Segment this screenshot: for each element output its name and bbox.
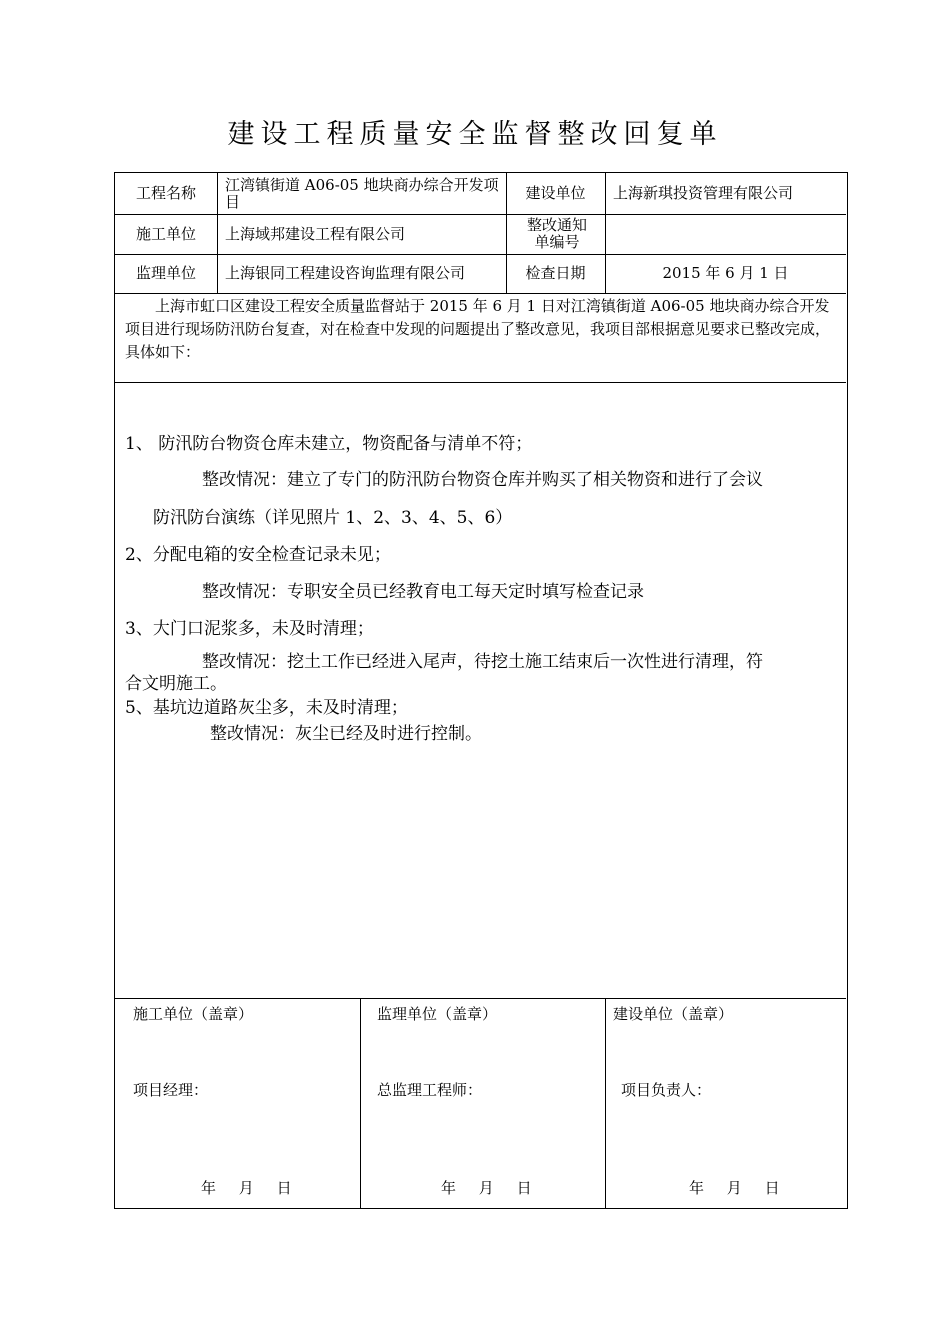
project-leader-label: 项目负责人： (621, 1081, 712, 1099)
builder-value: 上海新琪投资管理有限公司 (613, 184, 794, 202)
supervisor-date (441, 1177, 532, 1198)
notice-number-value (613, 214, 843, 254)
col-divider (360, 998, 361, 1208)
fix-2: 整改情况：专职安全员已经教育电工每天定时填写检查记录 (202, 582, 644, 602)
month-label: 月 (478, 1179, 494, 1197)
issue-5: 5、基坑边道路灰尘多，未及时清理； (125, 698, 408, 718)
rectification-form (114, 172, 848, 1209)
page-title: 建设工程质量安全监督整改回复单 (227, 119, 723, 150)
day-label: 日 (516, 1179, 532, 1197)
contractor-date (201, 1177, 292, 1198)
contractor-seal-label: 施工单位（盖章） (133, 1005, 254, 1023)
month-label: 月 (726, 1179, 742, 1197)
project-name-label: 工程名称 (135, 184, 196, 202)
row-divider (115, 382, 846, 383)
issue-1: 1、 防汛防台物资仓库未建立，物资配备与清单不符； (125, 434, 533, 454)
project-name-value: 江湾镇街道 A06-05 地块商办综合开发项目 (225, 175, 499, 211)
chief-engineer-label: 总监理工程师： (377, 1081, 483, 1099)
supervisor-label: 监理单位 (135, 264, 196, 282)
col-divider (605, 998, 606, 1208)
contractor-label: 施工单位 (135, 224, 196, 243)
builder-seal-label: 建设单位（盖章） (613, 1005, 734, 1023)
fix-1: 整改情况：建立了专门的防汛防台物资仓库并购买了相关物资和进行了会议 (202, 470, 763, 490)
year-label: 年 (201, 1179, 217, 1197)
col-divider (217, 173, 218, 293)
day-label: 日 (276, 1179, 292, 1197)
issue-3: 3、大门口泥浆多，未及时清理； (125, 619, 374, 639)
row-divider (115, 998, 846, 999)
supervisor-seal-label: 监理单位（盖章） (377, 1005, 498, 1023)
contractor-value: 上海域邦建设工程有限公司 (225, 224, 406, 243)
fix-3-continued: 合文明施工。 (125, 674, 227, 694)
intro-paragraph: 上海市虹口区建设工程安全质量监督站于 2015 年 6 月 1 日对江湾镇街道 A06-05 地块商办综合开发项目进行现场防汛防台复查，对在检查中发现的问题提出了整改意见，我项目部根据意见要求已整改完成，具体如下： (125, 297, 831, 361)
notice-number-label: 整改通知单编号 (527, 216, 588, 251)
fix-1-continued: 防汛防台演练（详见照片 1、2、3、4、5、6） (153, 508, 513, 528)
inspection-date-value: 2015 年 6 月 1 日 (662, 264, 789, 282)
supervisor-value: 上海银同工程建设咨询监理有限公司 (225, 264, 466, 282)
inspection-date-label: 检查日期 (525, 264, 586, 282)
row-divider (115, 293, 846, 294)
issue-2: 2、分配电箱的安全检查记录未见； (125, 545, 391, 565)
fix-5: 整改情况：灰尘已经及时进行控制。 (210, 724, 482, 744)
fix-3: 整改情况：挖土工作已经进入尾声，待挖土施工结束后一次性进行清理，符 (202, 652, 763, 672)
month-label: 月 (238, 1179, 254, 1197)
year-label: 年 (689, 1179, 705, 1197)
builder-date (689, 1177, 780, 1198)
day-label: 日 (764, 1179, 780, 1197)
project-manager-label: 项目经理： (133, 1081, 209, 1099)
builder-label: 建设单位 (525, 184, 586, 202)
year-label: 年 (441, 1179, 457, 1197)
